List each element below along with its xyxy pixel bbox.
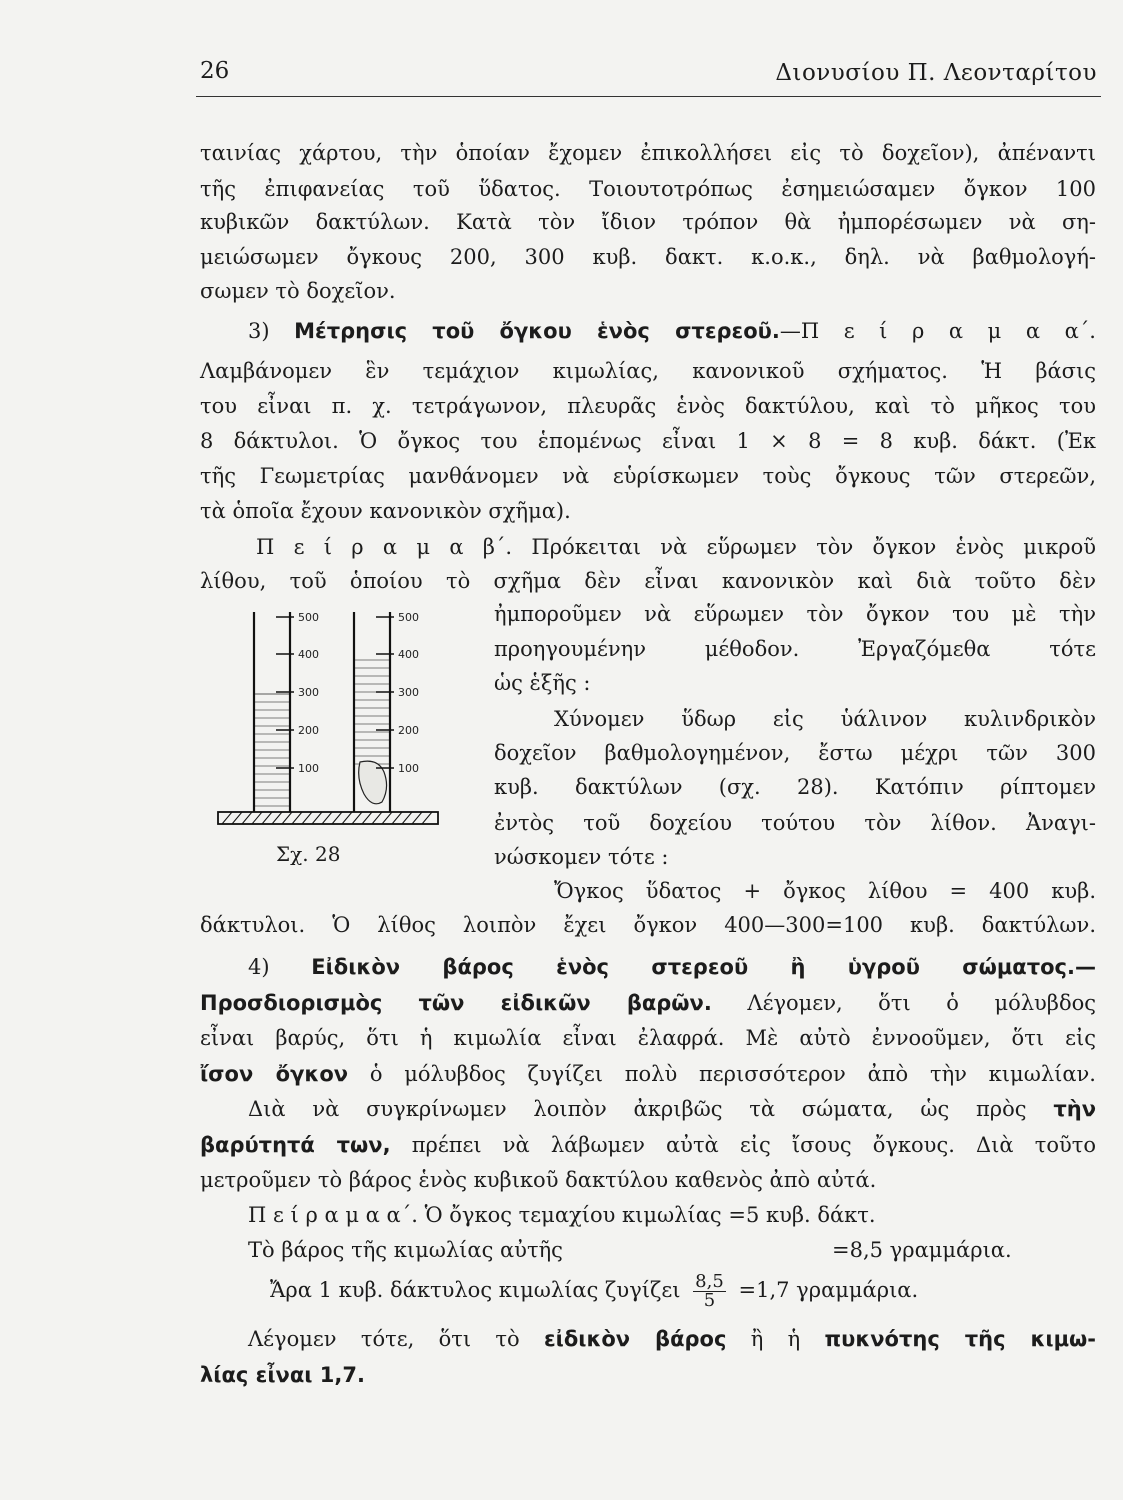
text-line: προηγουμένην μέθοδον. Ἐργαζόμεθα τότε — [494, 637, 1096, 661]
experiment-b-line — [256, 530, 1096, 564]
text-line: Λαμβάνομεν ἓν τεμάχιον κιμωλίας, κανονικοῦ σχήματος. Ἡ βάσις — [200, 359, 1096, 383]
header-rule — [196, 96, 1101, 97]
section-4-heading-line — [248, 950, 1096, 984]
page-number: 26 — [200, 58, 230, 84]
scale-label-right: 200 — [398, 724, 419, 737]
text-line: δάκτυλοι. Ὁ λίθος λοιπὸν ἔχει ὄγκον 400—300=100 κυβ. δακτύλων. — [200, 913, 1096, 937]
section-4-number: 4) — [248, 955, 270, 979]
text-line: 8 δάκτυλοι. Ὁ ὄγκος του ἑπομένως εἶναι 1 × 8 = 8 κυβ. δάκτ. (Ἐκ — [200, 429, 1096, 453]
text-line — [248, 1092, 1096, 1126]
fraction — [693, 1273, 726, 1310]
scale-label-right: 500 — [398, 611, 419, 624]
section-3-heading-line — [248, 314, 1096, 348]
experiment-b-text: Πρόκειται νὰ εὕρωμεν τὸν ὄγκον ἑνὸς μικροῦ — [531, 535, 1097, 559]
section-4-subtitle: Προσδιορισμὸς τῶν εἰδικῶν βαρῶν. — [200, 991, 712, 1015]
text-line: του εἶναι π. χ. τετράγωνον, πλευρᾶς ἑνὸς δακτύλου, καὶ τὸ μῆκος του — [200, 394, 1096, 418]
text-line: εἶναι βαρύς, ὅτι ἡ κιμωλία εἶναι ἐλαφρά. Μὲ αὐτὸ ἐννοοῦμεν, ὅτι εἰς — [200, 1026, 1096, 1050]
text-line: κυβ. δακτύλων (σχ. 28). Κατόπιν ρίπτομεν — [494, 775, 1096, 799]
experiment-a2-label: Π ε ί ρ α μ α α΄. — [248, 1203, 418, 1227]
text-line: δοχεῖον βαθμολογημένον, ἔστω μέχρι τῶν 300 — [494, 741, 1096, 765]
text-span: =1,7 γραμμάρια. — [738, 1278, 919, 1302]
text-line: σωμεν τὸ δοχεῖον. — [200, 279, 396, 303]
fraction-denominator: 5 — [703, 1290, 716, 1311]
text-line: λίθου, τοῦ ὁποίου τὸ σχῆμα δὲν εἶναι κανονικὸν καὶ διὰ τοῦτο δὲν — [200, 569, 1096, 593]
scale-label-left: 200 — [298, 724, 319, 737]
scale-label-left: 500 — [298, 611, 319, 624]
text-line: ἐντὸς τοῦ δοχείου τούτου τὸν λίθον. Ἀναγι- — [494, 811, 1096, 835]
section-4-text: Λέγομεν, ὅτι ὁ μόλυβδος — [747, 991, 1096, 1015]
text-line — [270, 1270, 918, 1310]
scale-label-left: 400 — [298, 648, 319, 661]
weight-value: =8,5 γραμμάρια. — [832, 1238, 1012, 1262]
bold-phrase: βαρύτητά των, — [200, 1133, 391, 1157]
text-span: Ὁ ὄγκος τεμαχίου κιμωλίας =5 κυβ. δάκτ. — [424, 1203, 876, 1227]
text-line: ἠμποροῦμεν νὰ εὕρωμεν τὸν ὄγκον του μὲ τὴν — [494, 602, 1096, 626]
text-line: τὰ ὁποῖα ἔχουν κανονικὸν σχῆμα). — [200, 499, 571, 523]
scale-label-right: 300 — [398, 686, 419, 699]
text-line: τῆς Γεωμετρίας μανθάνομεν νὰ εὑρίσκωμεν τοὺς ὄγκους τῶν στερεῶν, — [200, 464, 1096, 488]
figure-caption: Σχ. 28 — [276, 842, 341, 866]
scale-label-left: 300 — [298, 686, 319, 699]
text-span: Τὸ βάρος τῆς κιμωλίας αὐτῆς — [248, 1238, 563, 1262]
experiment-b-label: Π ε ί ρ α μ α β΄. — [256, 535, 513, 559]
fraction-numerator: 8,5 — [695, 1271, 724, 1292]
text-line: Χύνομεν ὕδωρ εἰς ὑάλινον κυλινδρικὸν — [554, 707, 1096, 731]
scale-label-right: 100 — [398, 762, 419, 775]
section-3-dash: — — [779, 319, 801, 343]
text-span: Ἄρα 1 κυβ. δάκτυλος κιμωλίας ζυγίζει — [270, 1278, 681, 1302]
text-line: νώσκομεν τότε : — [494, 845, 669, 869]
text-span: Λέγομεν τότε, ὅτι τὸ — [248, 1327, 520, 1351]
bold-phrase: τὴν — [1053, 1097, 1096, 1121]
text-line: μετροῦμεν τὸ βάρος ἑνὸς κυβικοῦ δακτύλου καθενὸς ἀπὸ αὐτά. — [200, 1168, 877, 1192]
text-line: ταινίας χάρτου, τὴν ὁποίαν ἔχομεν ἐπικολλήσει εἰς τὸ δοχεῖον), ἀπέναντι — [200, 141, 1096, 165]
bold-phrase: πυκνότης τῆς κιμω- — [824, 1327, 1096, 1351]
graduated-cylinders-figure — [214, 602, 446, 832]
running-header-author: Διονυσίου Π. Λεονταρίτου — [775, 60, 1097, 86]
experiment-a-label: Π ε ί ρ α μ α α΄. — [800, 319, 1096, 343]
experiment-a2-line — [248, 1198, 1096, 1232]
text-span: πρέπει νὰ λάβωμεν αὐτὰ εἰς ἴσους ὄγκους. Διὰ τοῦτο — [411, 1133, 1096, 1157]
section-3-title: Μέτρησις τοῦ ὄγκου ἑνὸς στερεοῦ. — [294, 319, 780, 343]
section-3-number: 3) — [248, 319, 270, 343]
text-line — [248, 1322, 1096, 1356]
text-line: τῆς ἐπιφανείας τοῦ ὕδατος. Τοιουτοτρόπως ἐσημειώσαμεν ὄγκον 100 — [200, 177, 1096, 201]
bold-phrase: ἴσον ὄγκον — [200, 1062, 349, 1086]
scale-label-right: 400 — [398, 648, 419, 661]
bold-phrase: εἰδικὸν βάρος — [543, 1327, 727, 1351]
text-line — [200, 1057, 1096, 1091]
text-line — [200, 1128, 1096, 1162]
water-left — [254, 694, 290, 812]
section-4-subheading-line — [200, 986, 1096, 1020]
text-line: ὡς ἑξῆς : — [494, 671, 591, 695]
scale-label-left: 100 — [298, 762, 319, 775]
text-line — [200, 1358, 1096, 1392]
text-span: Διὰ νὰ συγκρίνωμεν λοιπὸν ἀκριβῶς τὰ σώματα, ὡς πρὸς — [248, 1097, 1027, 1121]
text-line: κυβικῶν δακτύλων. Κατὰ τὸν ἴδιον τρόπον θὰ ἠμπορέσωμεν νὰ ση- — [200, 210, 1096, 234]
bold-phrase: λίας εἶναι 1,7. — [200, 1363, 365, 1387]
text-line: μειώσωμεν ὄγκους 200, 300 κυβ. δακτ. κ.ο.κ., δηλ. νὰ βαθμολογή- — [200, 245, 1096, 269]
text-line: Ὄγκος ὕδατος + ὄγκος λίθου = 400 κυβ. — [554, 879, 1096, 903]
text-span: ἢ ἡ — [750, 1327, 801, 1351]
section-4-title: Εἰδικὸν βάρος ἑνὸς στερεοῦ ἢ ὑγροῦ σώματος.— — [311, 955, 1096, 979]
text-span: ὁ μόλυβδος ζυγίζει πολὺ περισσότερον ἀπὸ τὴν κιμωλίαν. — [369, 1062, 1096, 1086]
